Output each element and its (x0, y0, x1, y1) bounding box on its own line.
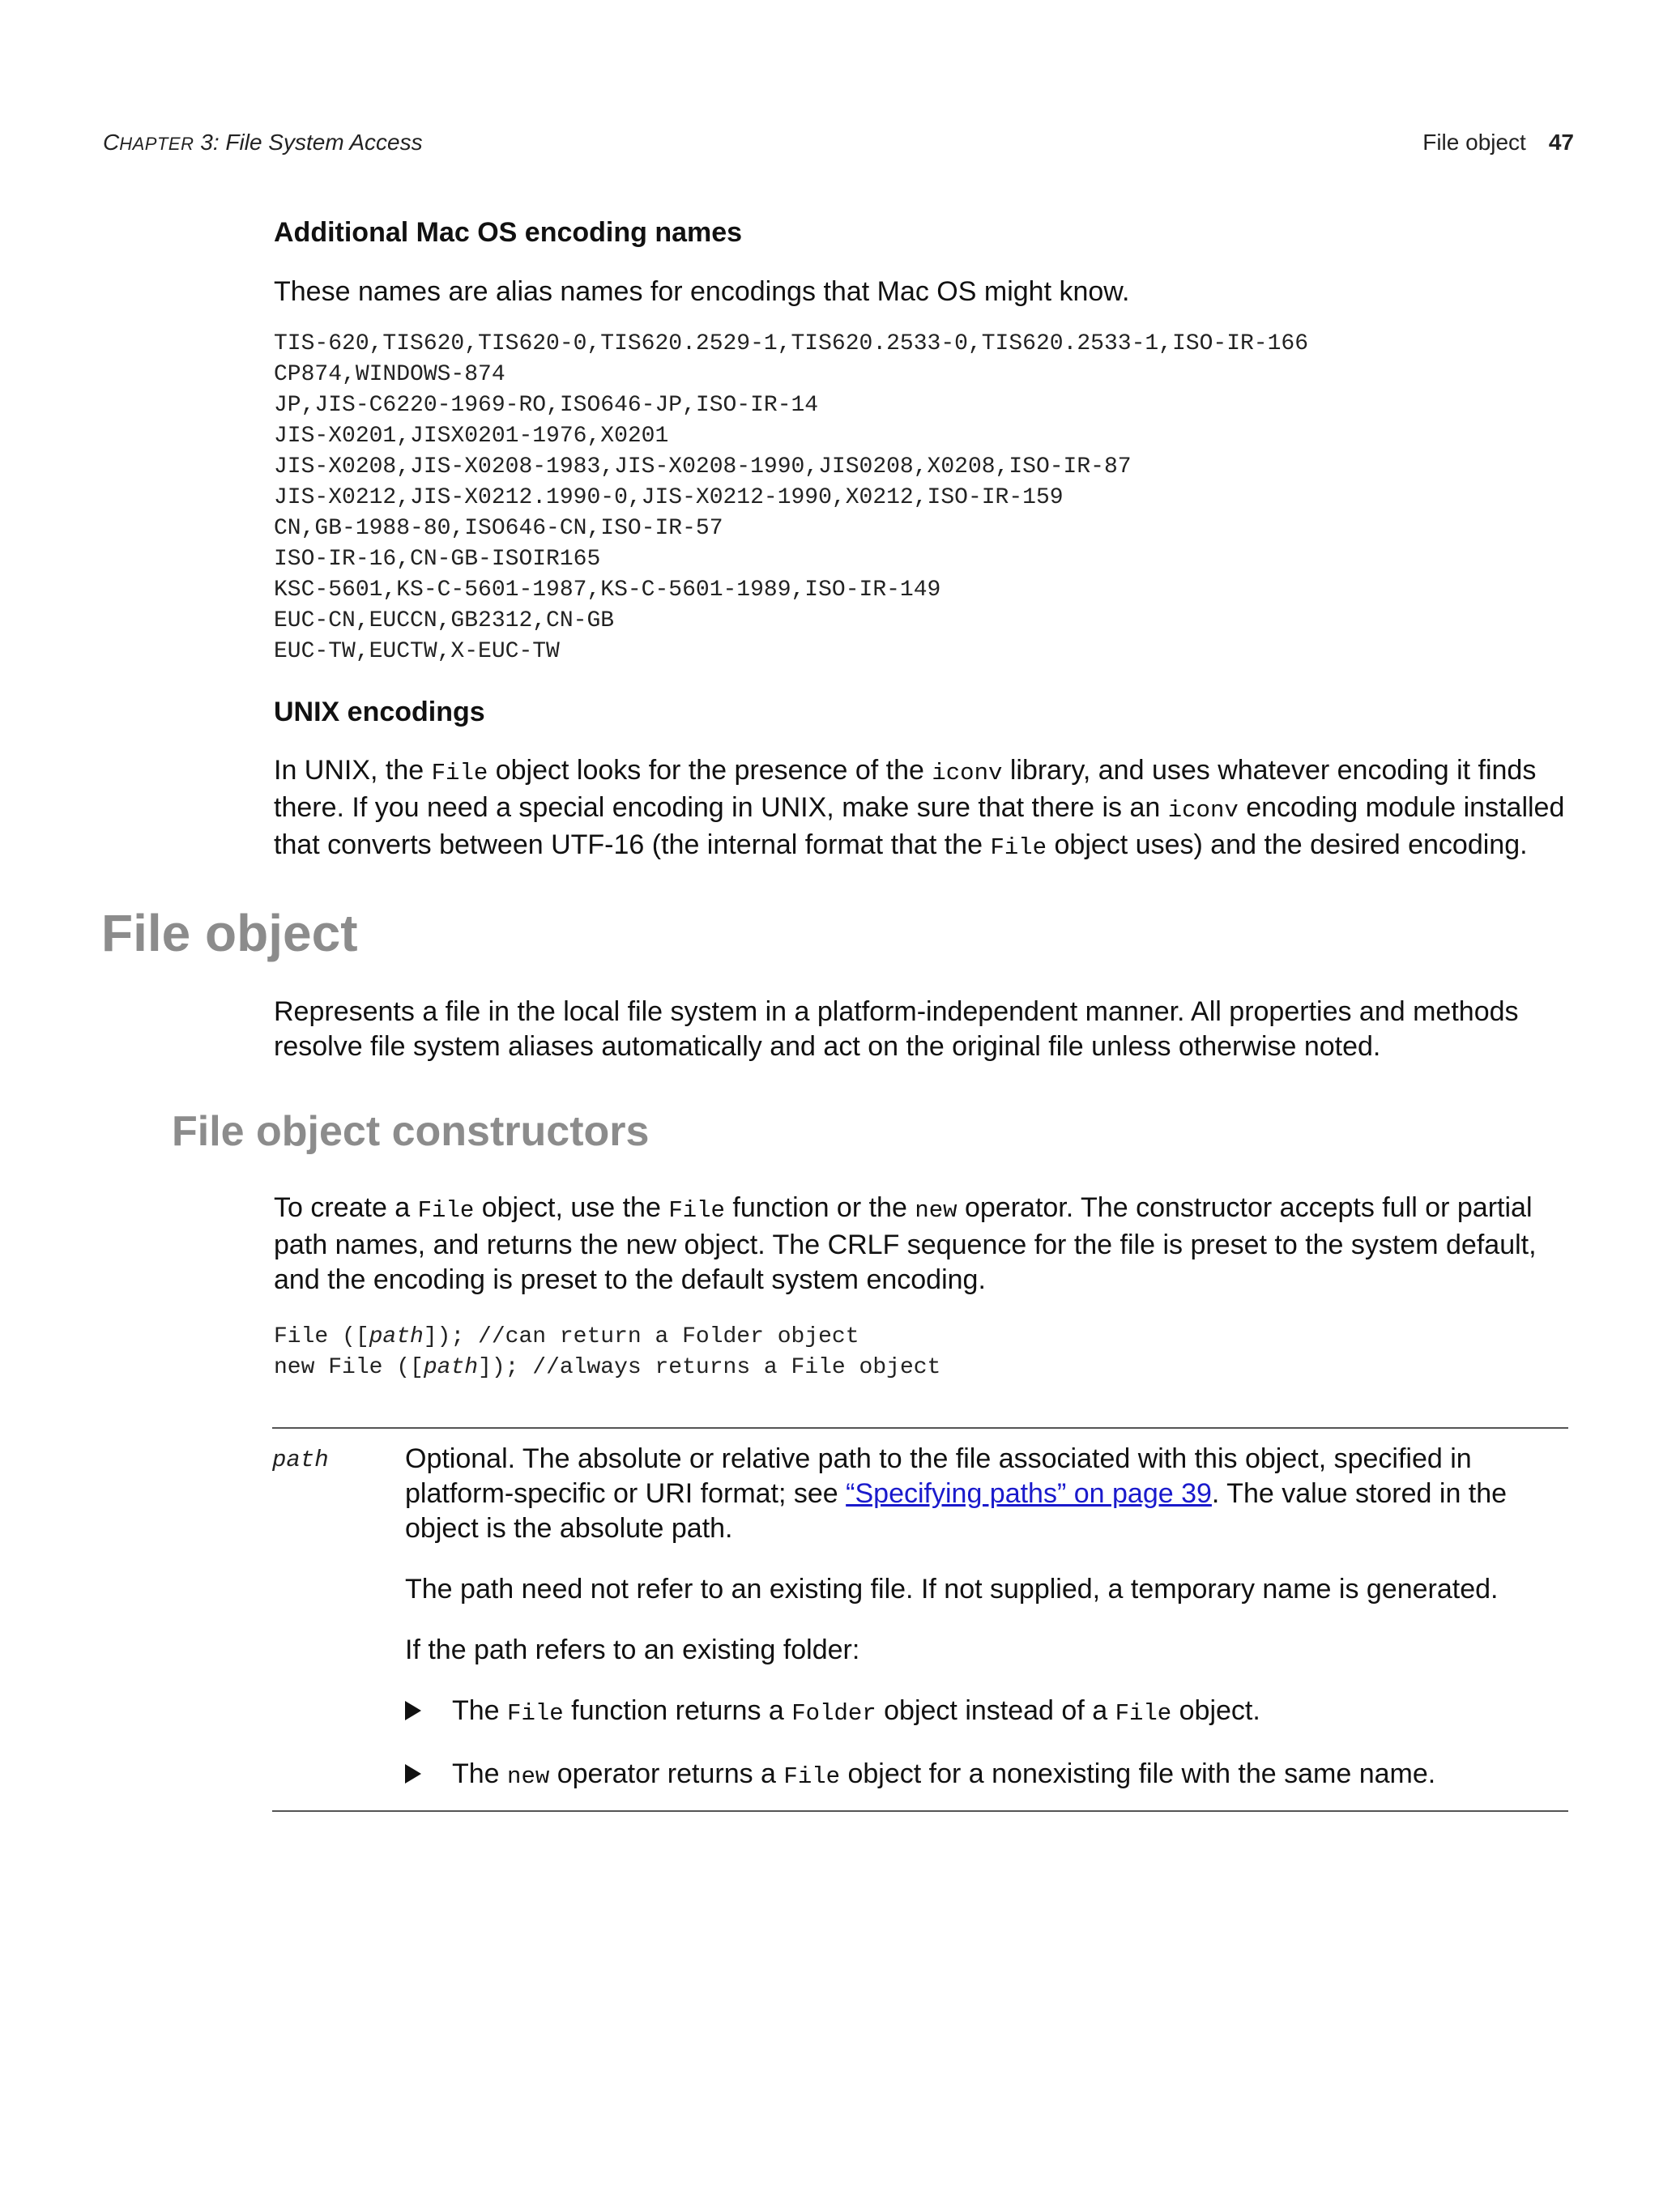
code-line: EUC-TW,EUCTW,X-EUC-TW (274, 639, 560, 664)
unix-encodings-paragraph: In UNIX, the File object looks for the presence of the iconv library, and uses whatever encoding it finds there. If you need a special encoding in UNIX, make sure that there is an iconv encoding module installed that converts between UTF-16 (the internal format that the File object uses) and the desired encoding. (274, 755, 1565, 861)
code-line: JIS-X0208,JIS-X0208-1983,JIS-X0208-1990,JIS0208,X0208,ISO-IR-87 (274, 454, 1132, 479)
code-line: CN,GB-1988-80,ISO646-CN,ISO-IR-57 (274, 516, 723, 541)
constructor-syntax-code: File ([path]); //can return a Folder object new File ([path]); //always returns a File object (274, 1324, 941, 1380)
code-line: ISO-IR-16,CN-GB-ISOIR165 (274, 547, 601, 572)
mac-encodings-section (274, 217, 1568, 667)
unix-encodings-section (274, 697, 1568, 865)
specifying-paths-link[interactable]: “Specifying paths” on page 39 (846, 1478, 1212, 1509)
code-line: EUC-CN,EUCCN,GB2312,CN-GB (274, 608, 615, 633)
mac-encodings-intro: These names are alias names for encodings that Mac OS might know. (274, 276, 1130, 307)
parameter-description (405, 1429, 1568, 1810)
mac-encodings-code (274, 329, 1568, 667)
file-object-description: Represents a file in the local file system in a platform-independent manner. All properties and methods resolve file system aliases automatically and act on the original file unless otherwise noted. (274, 996, 1519, 1062)
mac-encodings-heading: Additional Mac OS encoding names (274, 217, 743, 248)
code-line: JIS-X0201,JISX0201-1976,X0201 (274, 424, 669, 449)
parameter-table (272, 1427, 1568, 1812)
param-desc-2: The path need not refer to an existing file. If not supplied, a temporary name is generated. (405, 1574, 1499, 1605)
bullet-item: The File function returns a Folder object instead of a File object. (405, 1694, 1568, 1731)
bullet-triangle-icon (405, 1701, 421, 1720)
running-header-section: File object 47 (1422, 130, 1574, 155)
code-line: JP,JIS-C6220-1969-RO,ISO646-JP,ISO-IR-14 (274, 393, 819, 418)
parameter-name-path: path (272, 1447, 329, 1473)
file-object-description-block (274, 995, 1568, 1064)
constructors-block (274, 1191, 1568, 1383)
code-line: KSC-5601,KS-C-5601-1987,KS-C-5601-1989,ISO-IR-149 (274, 578, 941, 603)
bullet-item: The new operator returns a File object for a nonexisting file with the same name. (405, 1757, 1568, 1794)
page-number: 47 (1548, 130, 1574, 155)
param-desc-3: If the path refers to an existing folder: (405, 1634, 860, 1665)
file-object-heading: File object (101, 904, 358, 962)
code-line: JIS-X0212,JIS-X0212.1990-0,JIS-X0212-1990,X0212,ISO-IR-159 (274, 485, 1064, 510)
code-line: TIS-620,TIS620,TIS620-0,TIS620.2529-1,TIS620.2533-0,TIS620.2533-1,ISO-IR-166 (274, 331, 1309, 356)
constructors-heading: File object constructors (172, 1108, 650, 1155)
constructors-paragraph: To create a File object, use the File function or the new operator. The constructor accepts full or partial path names, and returns the new object. The CRLF sequence for the file is preset to the system default, and the encoding is preset to the default system encoding. (274, 1192, 1537, 1295)
running-header-chapter: CHAPTER 3: File System Access (103, 130, 423, 155)
unix-encodings-heading: UNIX encodings (274, 697, 485, 727)
param-desc-1: Optional. The absolute or relative path to the file associated with this object, specified in platform-specific or URI format; see “Specifying paths” on page 39. The value stored in the object is the absolute path. (405, 1443, 1508, 1544)
code-line: CP874,WINDOWS-874 (274, 362, 505, 387)
bullet-triangle-icon (405, 1764, 421, 1784)
